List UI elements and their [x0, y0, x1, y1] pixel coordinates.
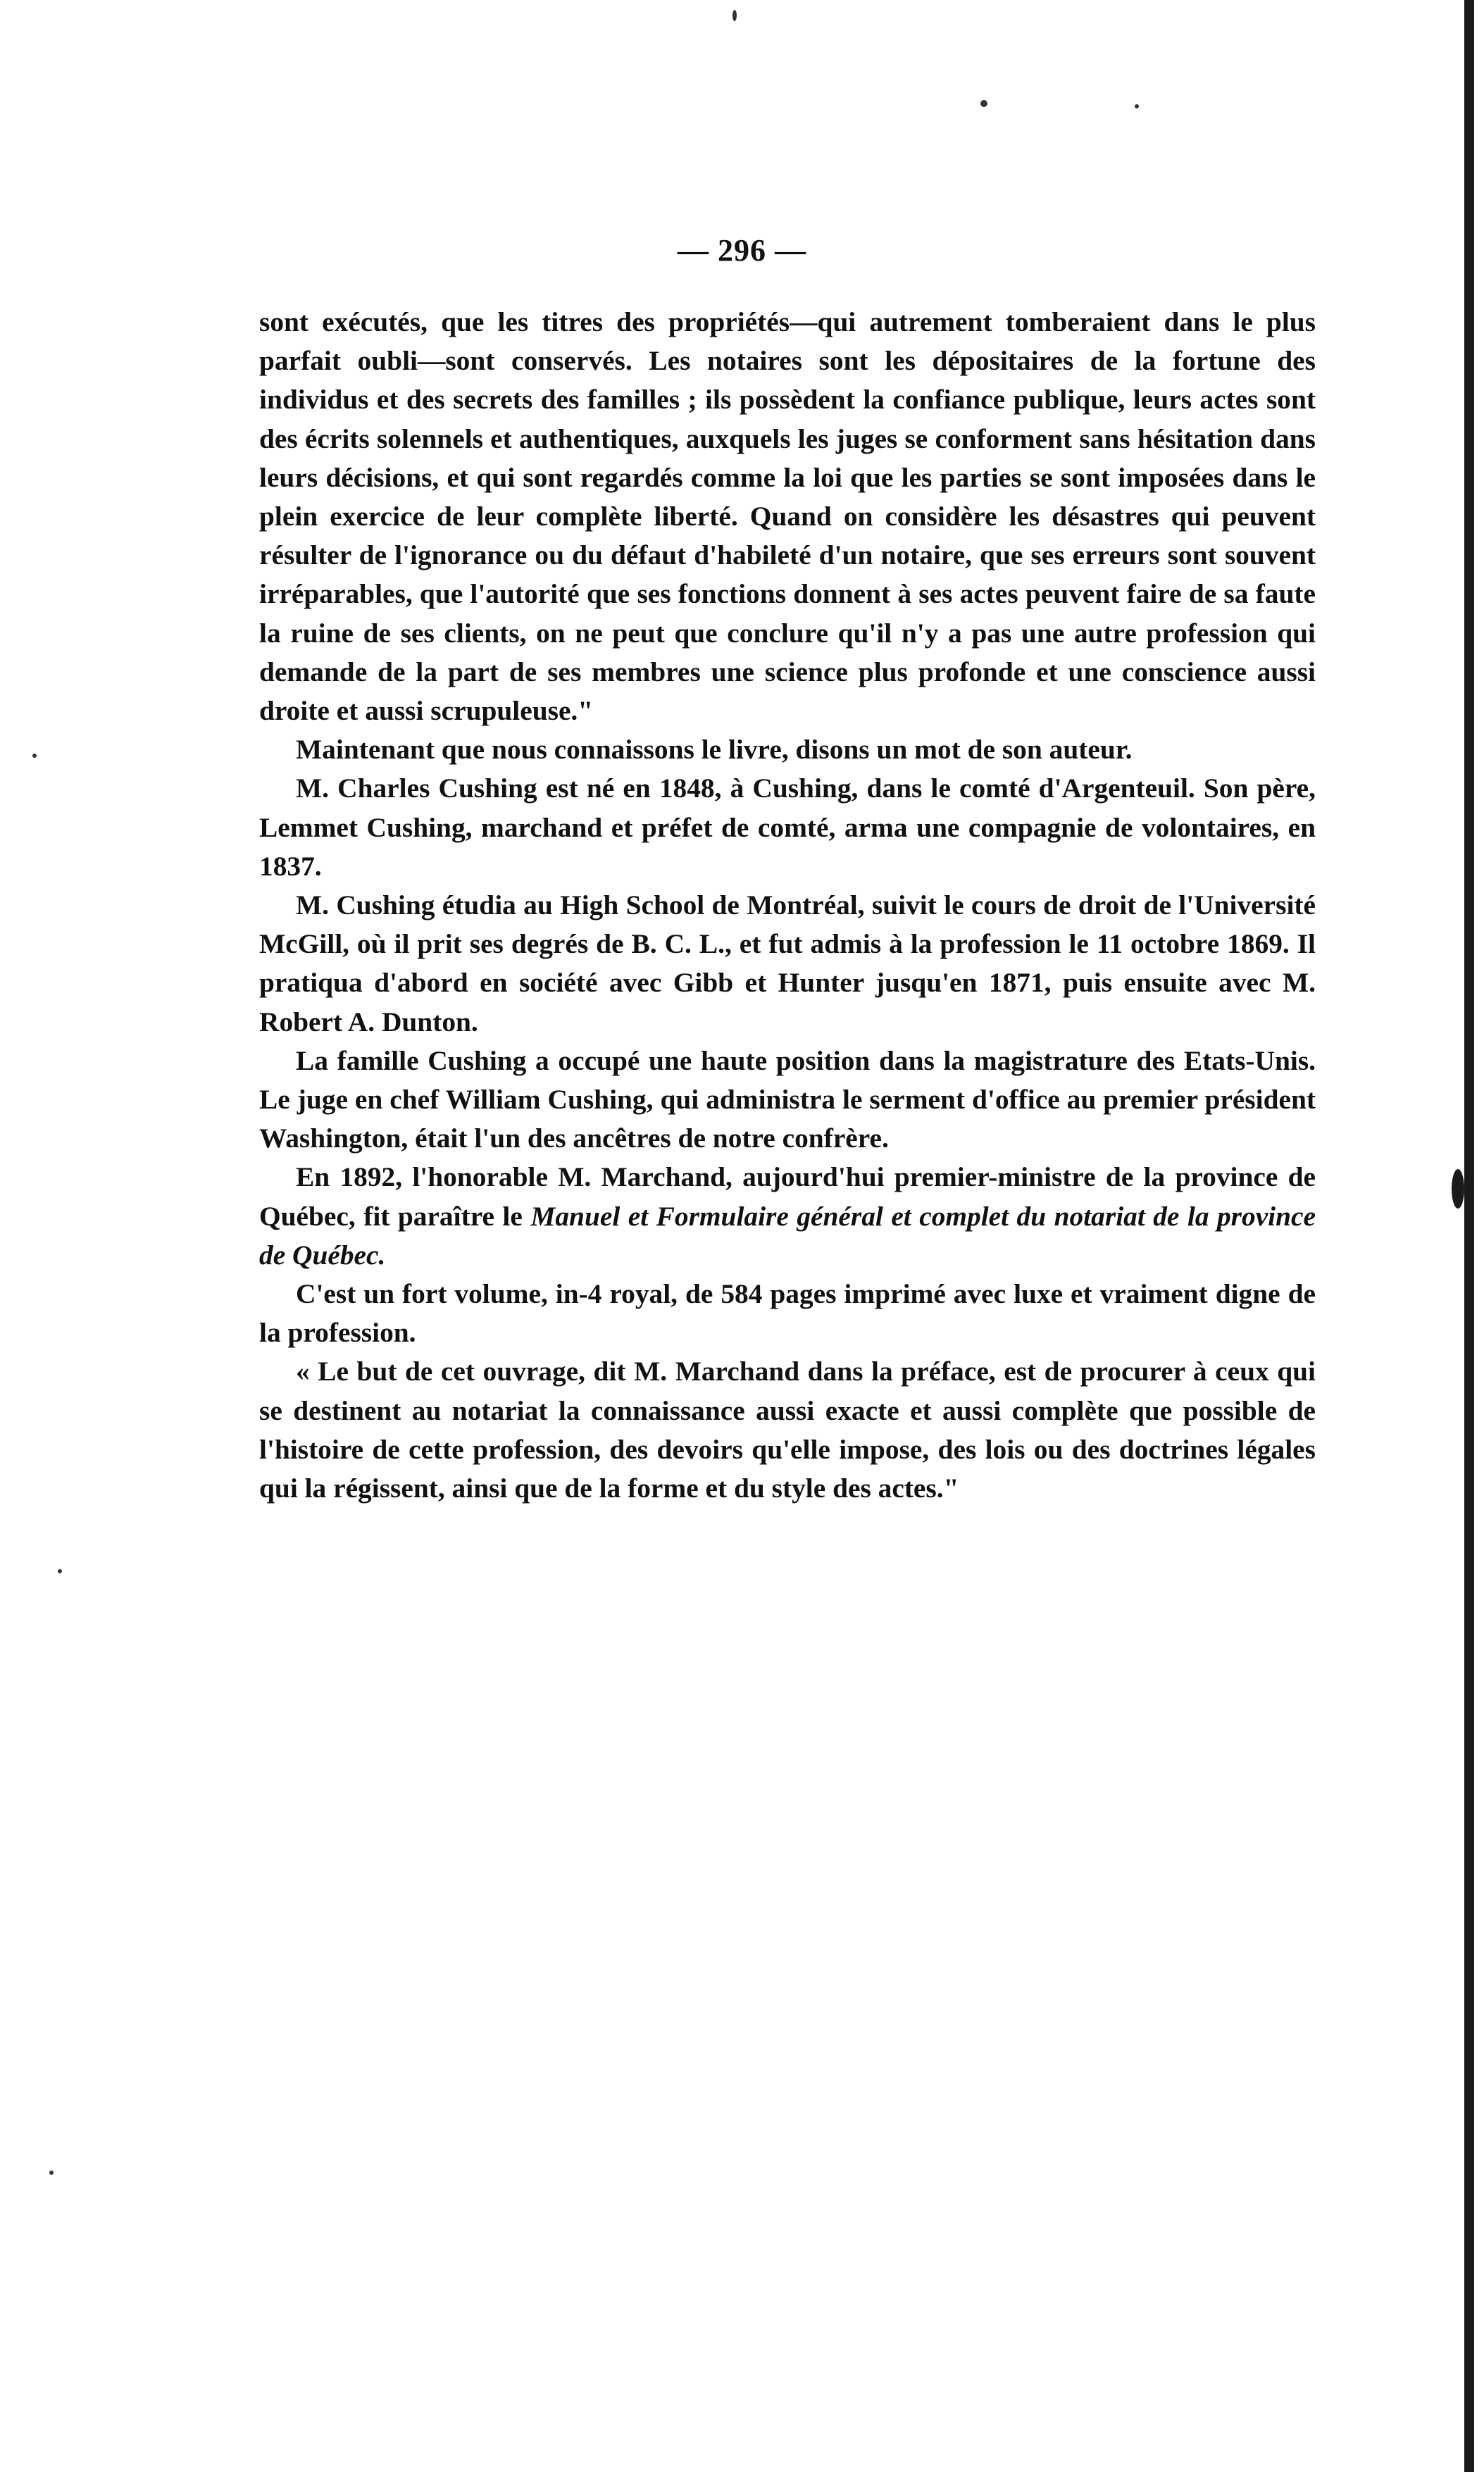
paragraph-quote: « Le but de cet ouvrage, dit M. Marchand dans la préface, est de procurer à ceux qui se destinent au notariat la connaissance aussi exacte et aussi complète que possible de l'histoire de cette profession, des devoirs qu'elle impose, des lois ou des doctrines légales qui la régissent, ainsi que de la forme et du style des actes."	[259, 1356, 1316, 1504]
paragraph-education: M. Cushing étudia au High School de Montréal, suivit le cours de droit de l'Université McGill, où il prit ses degrés de B. C. L., et fut admis à la profession le 11 octobre 1869. Il pratiqua d'abord en société avec Gibb et Hunter jusqu'en 1871, puis ensuite avec M. Robert A. Dunton.	[259, 889, 1316, 1037]
paragraph-continued: sont exécutés, que les titres des propriétés—qui autrement tomberaient dans le plus parfait oubli—sont conservés. Les notaires sont les dépositaires de la fortune des individus et des secrets des familles ; ils possèdent la confiance publique, leurs actes sont des écrits solennels et authentiques, auxquels les juges se conforment sans hésitation dans leurs décisions, et qui sont regardés comme la loi que les parties se sont imposées dans le plein exercice de leur complète liberté. Quand on considère les désastres qui peuvent résulter de l'ignorance ou du défaut d'habileté d'un notaire, que ses erreurs sont souvent irréparables, que l'autorité que ses fonctions donnent à ses actes peuvent faire de sa faute la ruine de ses clients, on ne peut que conclure qu'il n'y a pas une autre profession qui demande de la part de ses membres une science plus profonde et une conscience aussi droite et aussi scrupuleuse."	[259, 306, 1316, 727]
edge-ink-mark	[1452, 1169, 1464, 1209]
page-number: — 296 —	[678, 233, 806, 268]
ink-speck	[58, 1569, 62, 1573]
paragraph-marchand	[259, 1158, 1316, 1275]
ink-speck	[32, 754, 37, 758]
paragraph-birth: M. Charles Cushing est né en 1848, à Cushing, dans le comté d'Argenteuil. Son père, Lemmet Cushing, marchand et préfet de comté, arma une compagnie de volontaires, en 1837.	[259, 773, 1316, 882]
body-text	[259, 303, 1316, 1508]
paragraph-family: La famille Cushing a occupé une haute position dans la magistrature des Etats-Unis. Le juge en chef William Cushing, qui administra le serment d'office au premier président Washington, était l'un des ancêtres de notre confrère.	[259, 1044, 1316, 1154]
ink-speck	[1135, 104, 1139, 108]
manual-title: Manuel et Formulaire général et complet du notariat de la province de Québec.	[259, 1200, 1316, 1271]
marchand-text: En 1892, l'honorable M. Marchand, aujourd'hui premier-ministre de la province de Québec, fit paraître le	[259, 1161, 1316, 1232]
ink-speck	[980, 100, 987, 107]
page-edge-rule	[1464, 0, 1474, 2472]
ink-speck	[49, 2171, 54, 2175]
paragraph-volume: C'est un fort volume, in-4 royal, de 584 pages imprimé avec luxe et vraiment digne de la profession.	[259, 1278, 1316, 1349]
ink-speck	[732, 10, 737, 21]
paragraph-author-intro: Maintenant que nous connaissons le livre, disons un mot de son auteur.	[296, 734, 1133, 766]
